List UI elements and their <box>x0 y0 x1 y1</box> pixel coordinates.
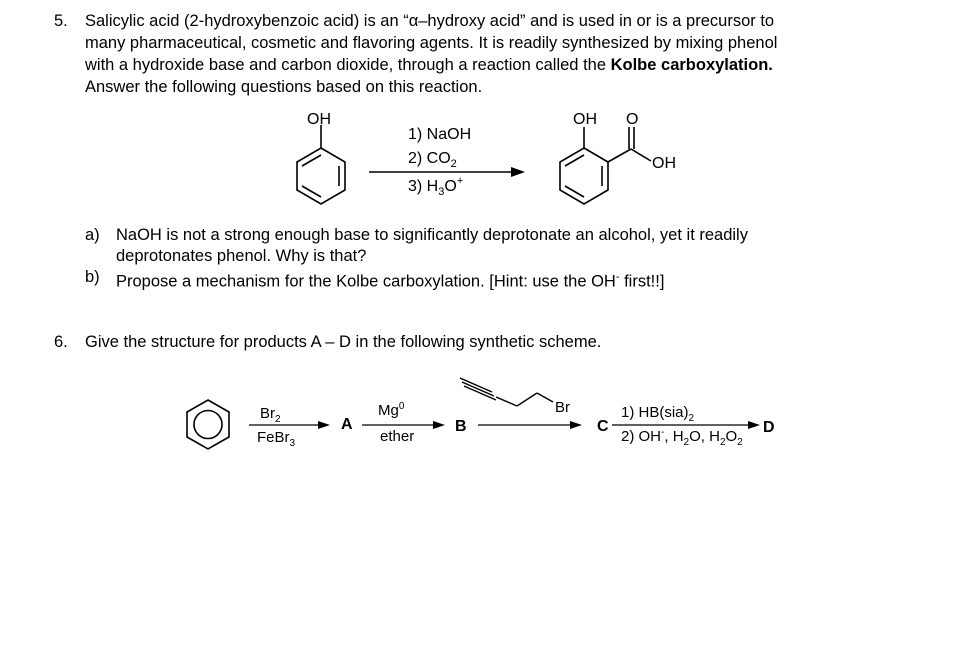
reagent-4-bottom: 2) OH-, $H_2O$, $H_2O_2$ <box>621 427 743 448</box>
reagent-4-top: 1) $HB(sia)_2$ <box>621 404 695 424</box>
part-a-label: a) <box>85 226 100 244</box>
reagent-2-top: Mg$^0$ <box>378 401 405 419</box>
product-oh-label: OH <box>573 111 597 128</box>
part-b-label: b) <box>85 268 100 286</box>
q6-arrow-1 <box>249 421 330 429</box>
question-5-line-4: Answer the following questions based on this reaction. <box>85 78 483 96</box>
reagent-step-1: 1) NaOH <box>408 126 472 143</box>
question-5-line-3-text: with a hydroxide base and carbon dioxide, through a reaction called the <box>85 56 611 74</box>
carboxyl-bond <box>608 149 631 162</box>
part-b-text: Propose a mechanism for the Kolbe carboxylation. [Hint: use the OH <box>116 272 616 291</box>
product-ring <box>560 148 608 204</box>
phenol-oh-label: OH <box>307 111 331 128</box>
reagent-step-3: 3) $H_3O^+$ <box>408 175 464 198</box>
part-b-text-end: first!!] <box>619 272 665 291</box>
product-b-label: B <box>455 418 467 435</box>
product-carbonyl-o-label: O <box>626 111 639 128</box>
product-d-label: D <box>763 419 775 436</box>
part-a-line-1: NaOH is not a strong enough base to significantly deprotonate an alcohol, yet it readily <box>116 226 748 244</box>
product-c-label: C <box>597 418 609 435</box>
benzene-aromatic-circle <box>194 411 222 439</box>
reagent-step-2: 2) $CO_2$ <box>408 150 457 170</box>
phenol-structure <box>297 125 345 204</box>
acid-oh-bond <box>631 149 651 161</box>
benzene-structure <box>187 400 229 449</box>
kolbe-carboxylation-term: Kolbe carboxylation. <box>610 56 773 74</box>
question-5-number: 5. <box>54 12 68 30</box>
hydroxide-charge: - <box>615 271 620 283</box>
reagent-2-bottom: ether <box>380 428 415 445</box>
salicylic-acid-structure <box>560 127 651 204</box>
question-5-line-2: many pharmaceutical, cosmetic and flavoring agents. It is readily synthesized by mixing phenol <box>85 34 778 52</box>
alkynyl-bromide-structure <box>460 378 553 406</box>
q6-arrow-3 <box>478 421 582 429</box>
phenol-ring <box>297 148 345 204</box>
part-b-line-1 <box>116 267 664 293</box>
reagent-3-br: Br <box>555 399 570 416</box>
q5-reaction-arrow <box>369 167 525 177</box>
question-5-line-1: Salicylic acid (2-hydroxybenzoic acid) is an “α–hydroxy acid” and is used in or is a precursor to <box>85 12 775 30</box>
question-6-text: Give the structure for products A – D in the following synthetic scheme. <box>85 333 602 351</box>
reagent-1-bottom: FeBr$_3$ <box>257 429 296 449</box>
product-a-label: A <box>341 416 353 433</box>
reagent-1-top: $Br_2$ <box>260 405 281 425</box>
product-acid-oh-label: OH <box>652 155 676 172</box>
question-6-number: 6. <box>54 333 68 351</box>
part-a-line-2: deprotonates phenol. Why is that? <box>116 247 367 265</box>
